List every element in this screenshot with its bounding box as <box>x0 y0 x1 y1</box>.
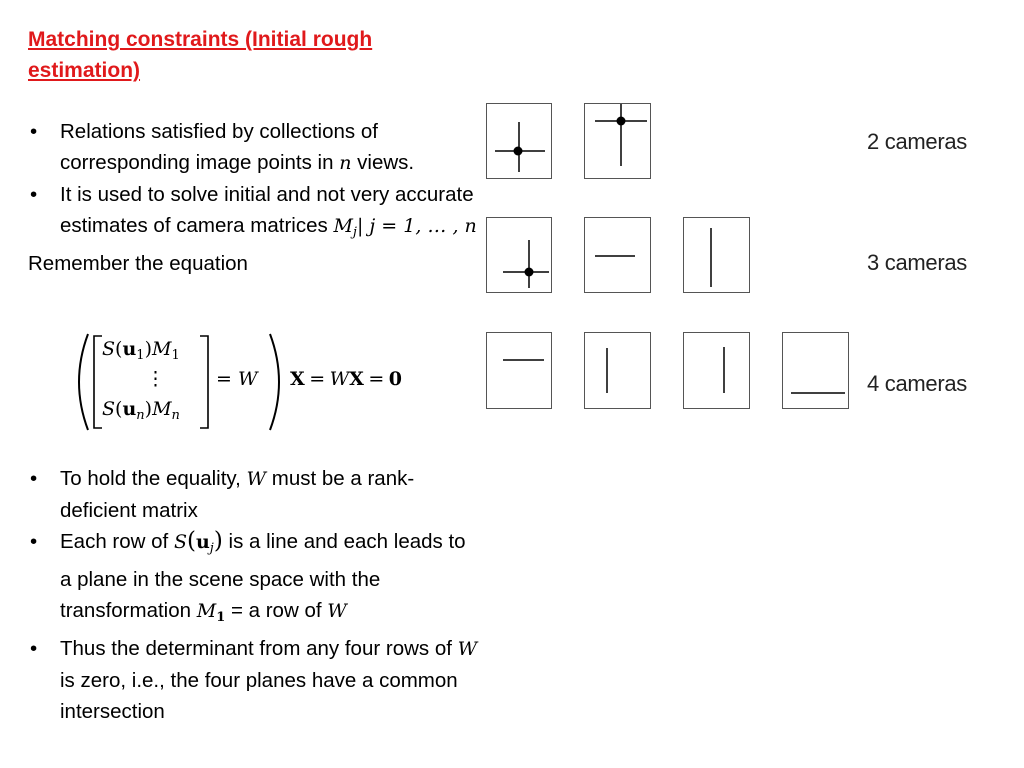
math-W: W <box>246 468 267 490</box>
bullet-dot: • <box>30 530 38 553</box>
panel-3cam-vertical-line <box>683 217 750 293</box>
panel-4cam-horizontal-line-1 <box>486 332 552 409</box>
eq-M: M <box>151 338 172 360</box>
title-line-1: Matching constraints (Initial rough <box>28 28 373 51</box>
eq-equals: = <box>309 368 326 390</box>
math-W: W <box>327 600 347 622</box>
eq-S: S <box>102 338 116 360</box>
title-line-2: estimation) <box>28 59 141 82</box>
equation-block <box>70 330 470 435</box>
math-M: M <box>333 215 353 237</box>
eq-equals: = <box>368 368 385 390</box>
eq-X: X <box>290 368 305 390</box>
caption-3-cameras: 3 cameras <box>867 250 968 275</box>
bullet-text-end: views. <box>357 151 415 174</box>
eq-sub-1: 1 <box>136 348 145 363</box>
bullet-item-determinant <box>28 633 478 727</box>
eq-M-sub-n: n <box>171 408 180 423</box>
bullet-text-mid: is a line and each leads to a plane in the scene space with the transformation <box>60 530 466 622</box>
panel-4cam-horizontal-line-2 <box>782 332 849 409</box>
panel-2cam-point-1 <box>486 103 552 179</box>
bullet-dot: • <box>30 637 38 660</box>
math-sub-1: 1 <box>216 610 226 625</box>
bullet-text-end: = a row of <box>230 599 322 622</box>
caption-4-cameras: 4 cameras <box>867 371 968 396</box>
bullet-text: It is used to solve initial and not very accurate estimates of camera matrices <box>60 183 474 237</box>
math-sub-j: j <box>352 225 357 240</box>
bullet-list-bottom <box>28 463 478 727</box>
bullet-item-row: • Each row of $S(u_j)$ is a line and each leads to a plane in the scene space with the transformation $M_1 = a$ row of W <box>30 528 466 625</box>
bullet-dot: • <box>30 120 38 143</box>
bullet-text: To hold the equality, <box>60 467 241 490</box>
eq-W: W <box>329 368 350 390</box>
caption-2-cameras: 2 cameras <box>867 129 968 154</box>
slide-title <box>28 24 458 86</box>
eq-u: u <box>122 338 137 360</box>
panel-2cam-point-2 <box>584 103 651 179</box>
math-M: M <box>196 600 217 622</box>
eq-M: M <box>152 398 172 420</box>
math-camera-matrices <box>333 215 477 240</box>
panel-4cam-vertical-line-1 <box>584 332 651 409</box>
eq-zero: 0 <box>388 368 402 390</box>
bullet-list-top <box>28 116 478 279</box>
bullet-dot: • <box>30 467 38 490</box>
eq-sub-n: n <box>136 408 145 423</box>
panel-3cam-horizontal-line <box>584 217 651 293</box>
bullet-dot: • <box>30 183 38 206</box>
bullet-text: Relations satisfied by collections of corresponding image points in <box>60 120 378 174</box>
eq-row-n: $S(u_n)M_n$ <box>102 398 180 423</box>
eq-equals-W: = W <box>216 368 258 390</box>
eq-S: S <box>102 398 116 420</box>
bullet-item-equality <box>28 463 478 526</box>
math-sub-j: j <box>209 541 214 556</box>
math-u: u <box>195 531 210 553</box>
panel-3cam-point <box>486 217 552 293</box>
remember-line: Remember the equation <box>28 252 248 275</box>
eq-M-sub-1: 1 <box>171 348 180 363</box>
eq-u: u <box>122 398 137 420</box>
eq-row-1: $S(u_1)M_1$ <box>102 338 180 363</box>
math-S: S <box>173 531 187 553</box>
bullet-text: Thus the determinant from any four rows of <box>60 637 452 660</box>
bullet-item-relations <box>28 116 478 179</box>
eq-X: X <box>349 368 364 390</box>
eq-rhs <box>290 368 402 390</box>
panel-4cam-vertical-line-2 <box>683 332 750 409</box>
math-W: W <box>457 638 478 660</box>
bullet-item-estimates <box>28 179 478 248</box>
eq-vdots: ⋮ <box>146 368 165 390</box>
bullet-text-end: must be a rank-deficient matrix <box>60 467 415 522</box>
bullet-text: Each row of <box>60 530 169 553</box>
bullet-text-end: is zero, i.e., the four planes have a common intersection <box>60 669 458 723</box>
math-range: | j = 1, … , n <box>356 215 477 237</box>
math-n: n <box>339 152 352 174</box>
